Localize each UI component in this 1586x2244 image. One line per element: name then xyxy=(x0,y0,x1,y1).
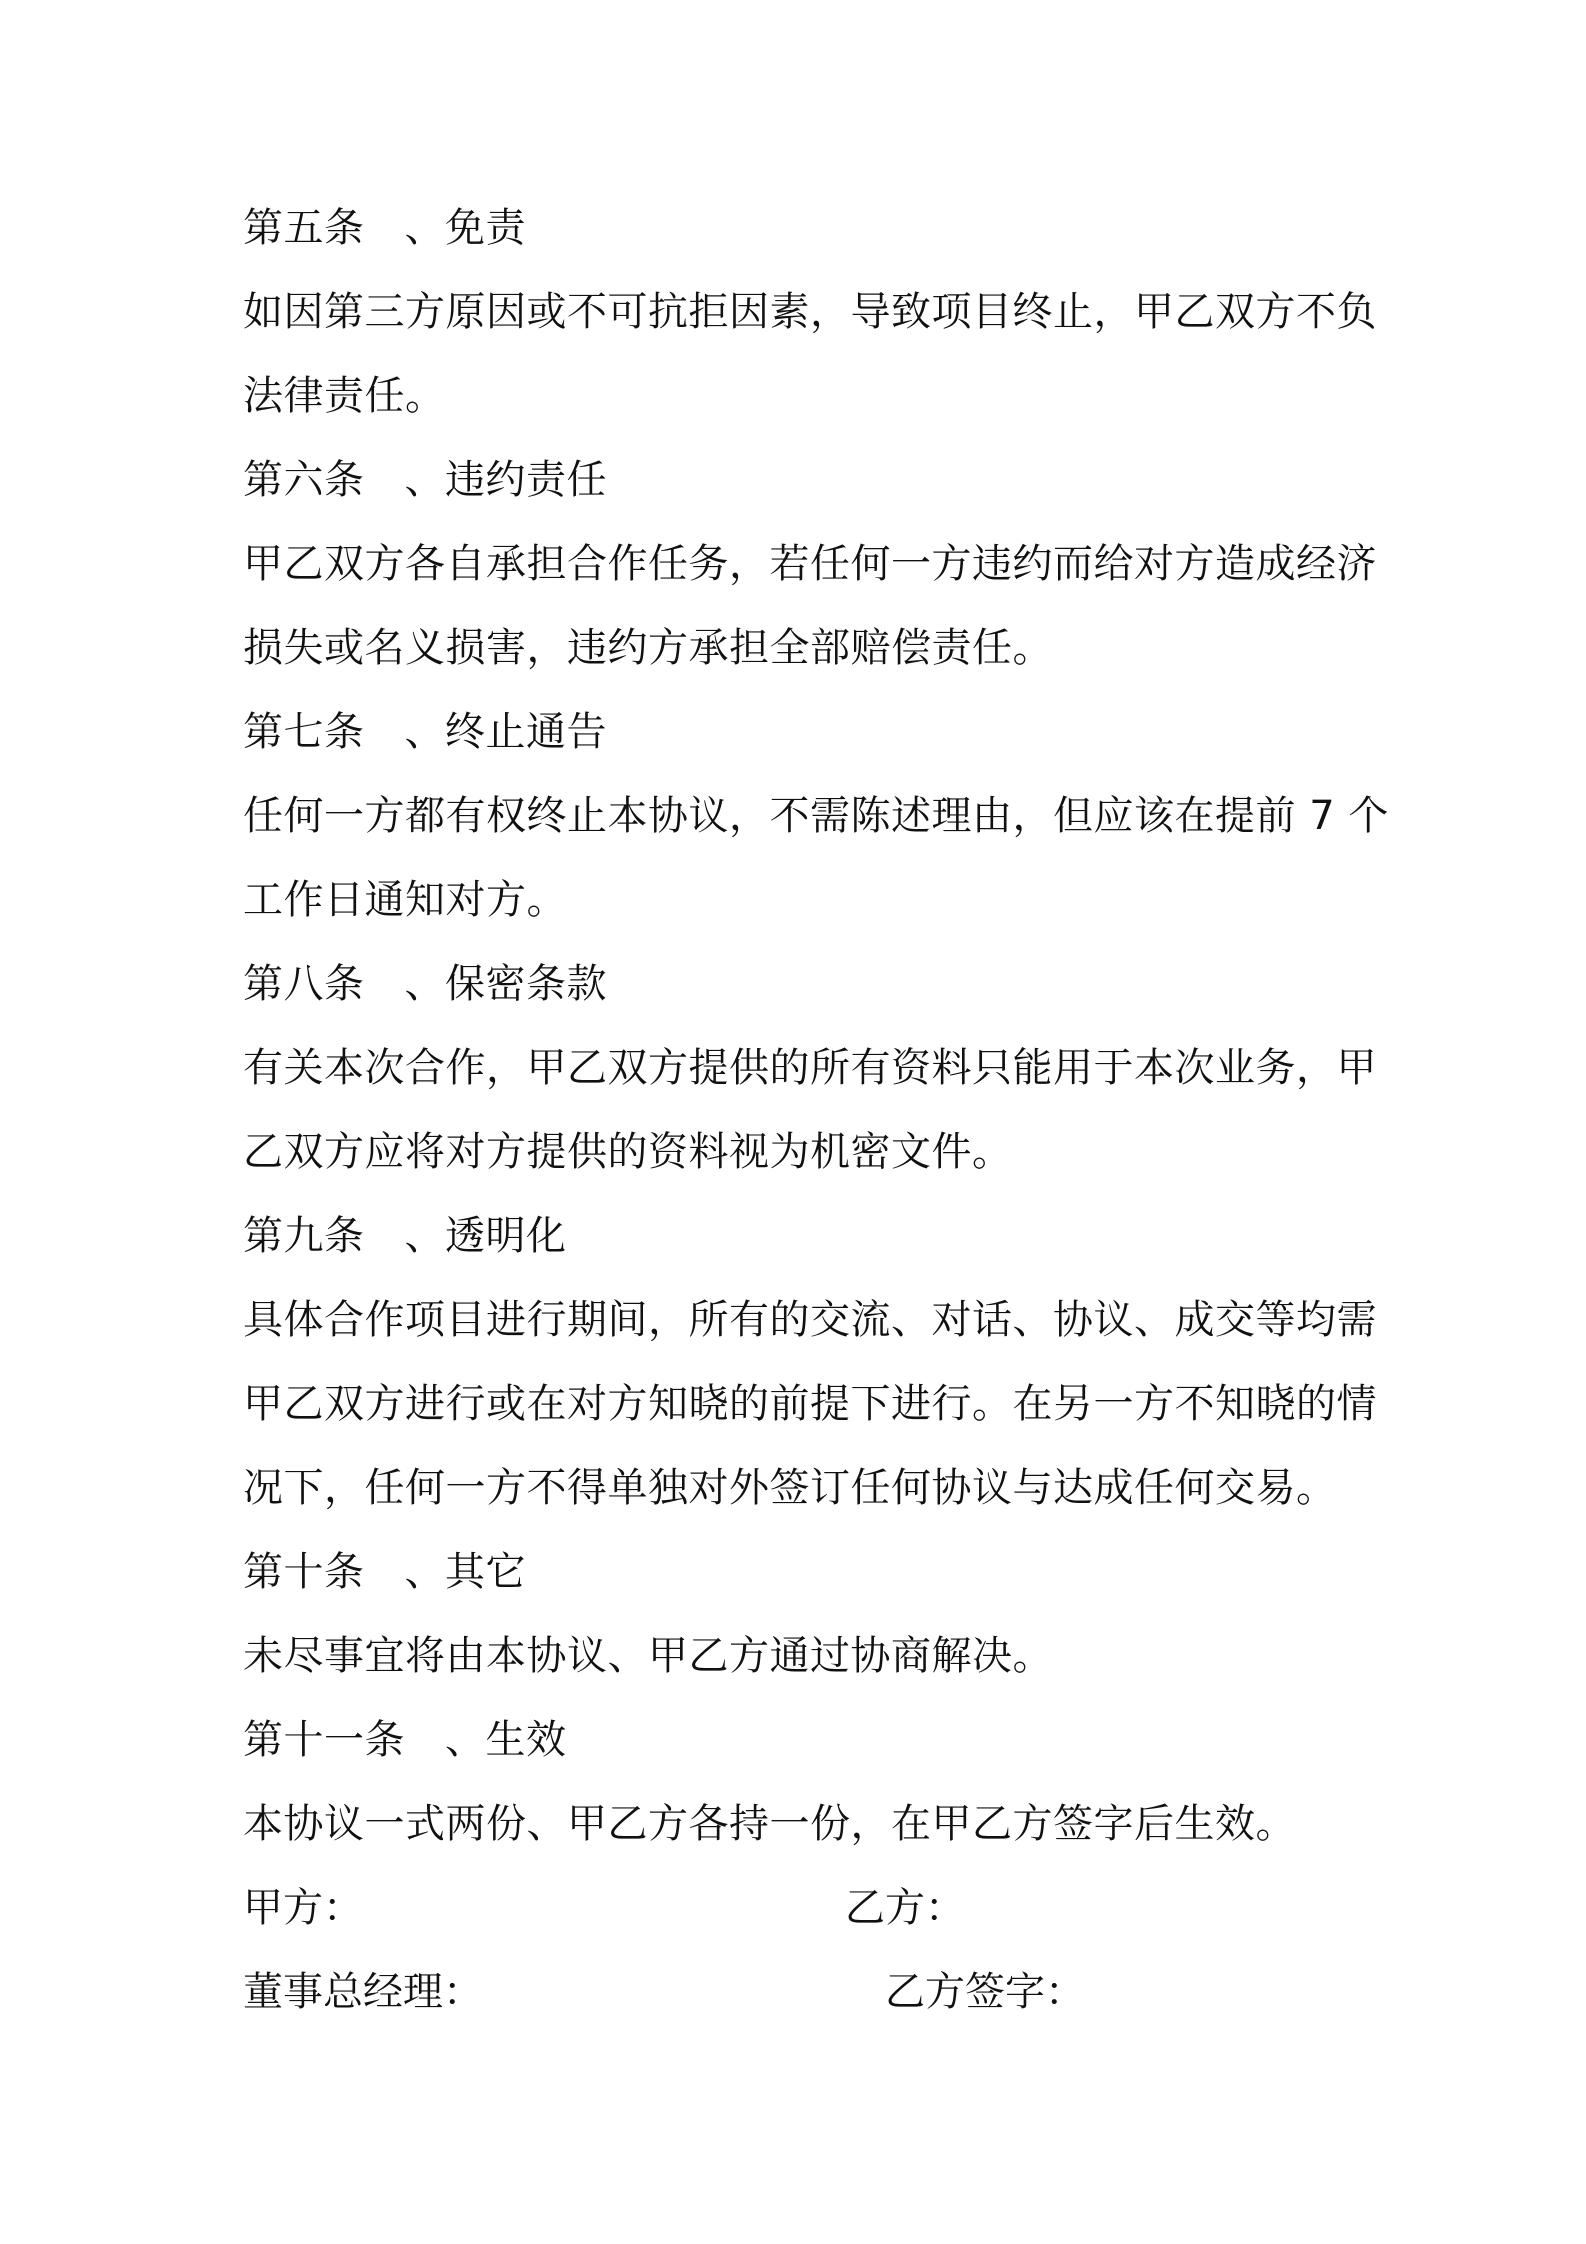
article-number: 第十一条 xyxy=(243,1717,405,1763)
article-number: 第五条 xyxy=(243,205,365,251)
article-title: 、保密条款 xyxy=(404,961,607,1007)
article-8-body-line-2: 乙双方应将对方提供的资料视为机密文件。 xyxy=(243,1129,1013,1175)
article-10-heading xyxy=(243,1542,526,1602)
article-5-heading xyxy=(243,198,526,258)
article-11-heading xyxy=(243,1710,567,1770)
party-b-signer-label: 乙方签字： xyxy=(885,1969,1085,2015)
article-6-heading xyxy=(243,450,607,510)
article-title: 、免责 xyxy=(404,205,526,251)
article-9-body-line-3: 况下，任何一方不得单独对外签订任何协议与达成任何交易。 xyxy=(243,1465,1337,1511)
article-title: 、其它 xyxy=(404,1549,526,1595)
article-5-body-line-2: 法律责任。 xyxy=(243,373,446,419)
document-page xyxy=(243,0,1389,2244)
article-number: 第六条 xyxy=(243,457,365,503)
article-9-body-line-2: 甲乙双方进行或在对方知晓的前提下进行。在另一方不知晓的情 xyxy=(243,1381,1377,1427)
article-11-body-line-1: 本协议一式两份、甲乙方各持一份，在甲乙方签字后生效。 xyxy=(243,1801,1296,1847)
article-7-heading xyxy=(243,702,607,762)
party-a-signer-label: 董事总经理： xyxy=(243,1969,483,2015)
party-a-label: 甲方： xyxy=(243,1885,363,1931)
article-8-heading xyxy=(243,954,607,1014)
party-b-label: 乙方： xyxy=(845,1885,965,1931)
article-number: 第七条 xyxy=(243,709,365,755)
article-number: 第八条 xyxy=(243,961,365,1007)
article-5-body-line-1: 如因第三方原因或不可抗拒因素，导致项目终止，甲乙双方不负 xyxy=(243,289,1377,335)
article-9-heading xyxy=(243,1206,567,1266)
article-title: 、生效 xyxy=(445,1717,567,1763)
article-number: 第十条 xyxy=(243,1549,365,1595)
article-7-body-line-2: 工作日通知对方。 xyxy=(243,877,567,923)
article-title: 、违约责任 xyxy=(404,457,607,503)
article-10-body-line-1: 未尽事宜将由本协议、甲乙方通过协商解决。 xyxy=(243,1633,1053,1679)
article-6-body-line-1: 甲乙双方各自承担合作任务，若任何一方违约而给对方造成经济 xyxy=(243,541,1377,587)
article-8-body-line-1: 有关本次合作，甲乙双方提供的所有资料只能用于本次业务，甲 xyxy=(243,1045,1377,1091)
article-title: 、终止通告 xyxy=(404,709,607,755)
article-title: 、透明化 xyxy=(404,1213,567,1259)
article-number: 第九条 xyxy=(243,1213,365,1259)
article-6-body-line-2: 损失或名义损害，违约方承担全部赔偿责任。 xyxy=(243,625,1053,671)
article-9-body-line-1: 具体合作项目进行期间，所有的交流、对话、协议、成交等均需 xyxy=(243,1297,1377,1343)
article-7-body-line-1: 任何一方都有权终止本协议，不需陈述理由，但应该在提前 7 个 xyxy=(243,793,1389,839)
